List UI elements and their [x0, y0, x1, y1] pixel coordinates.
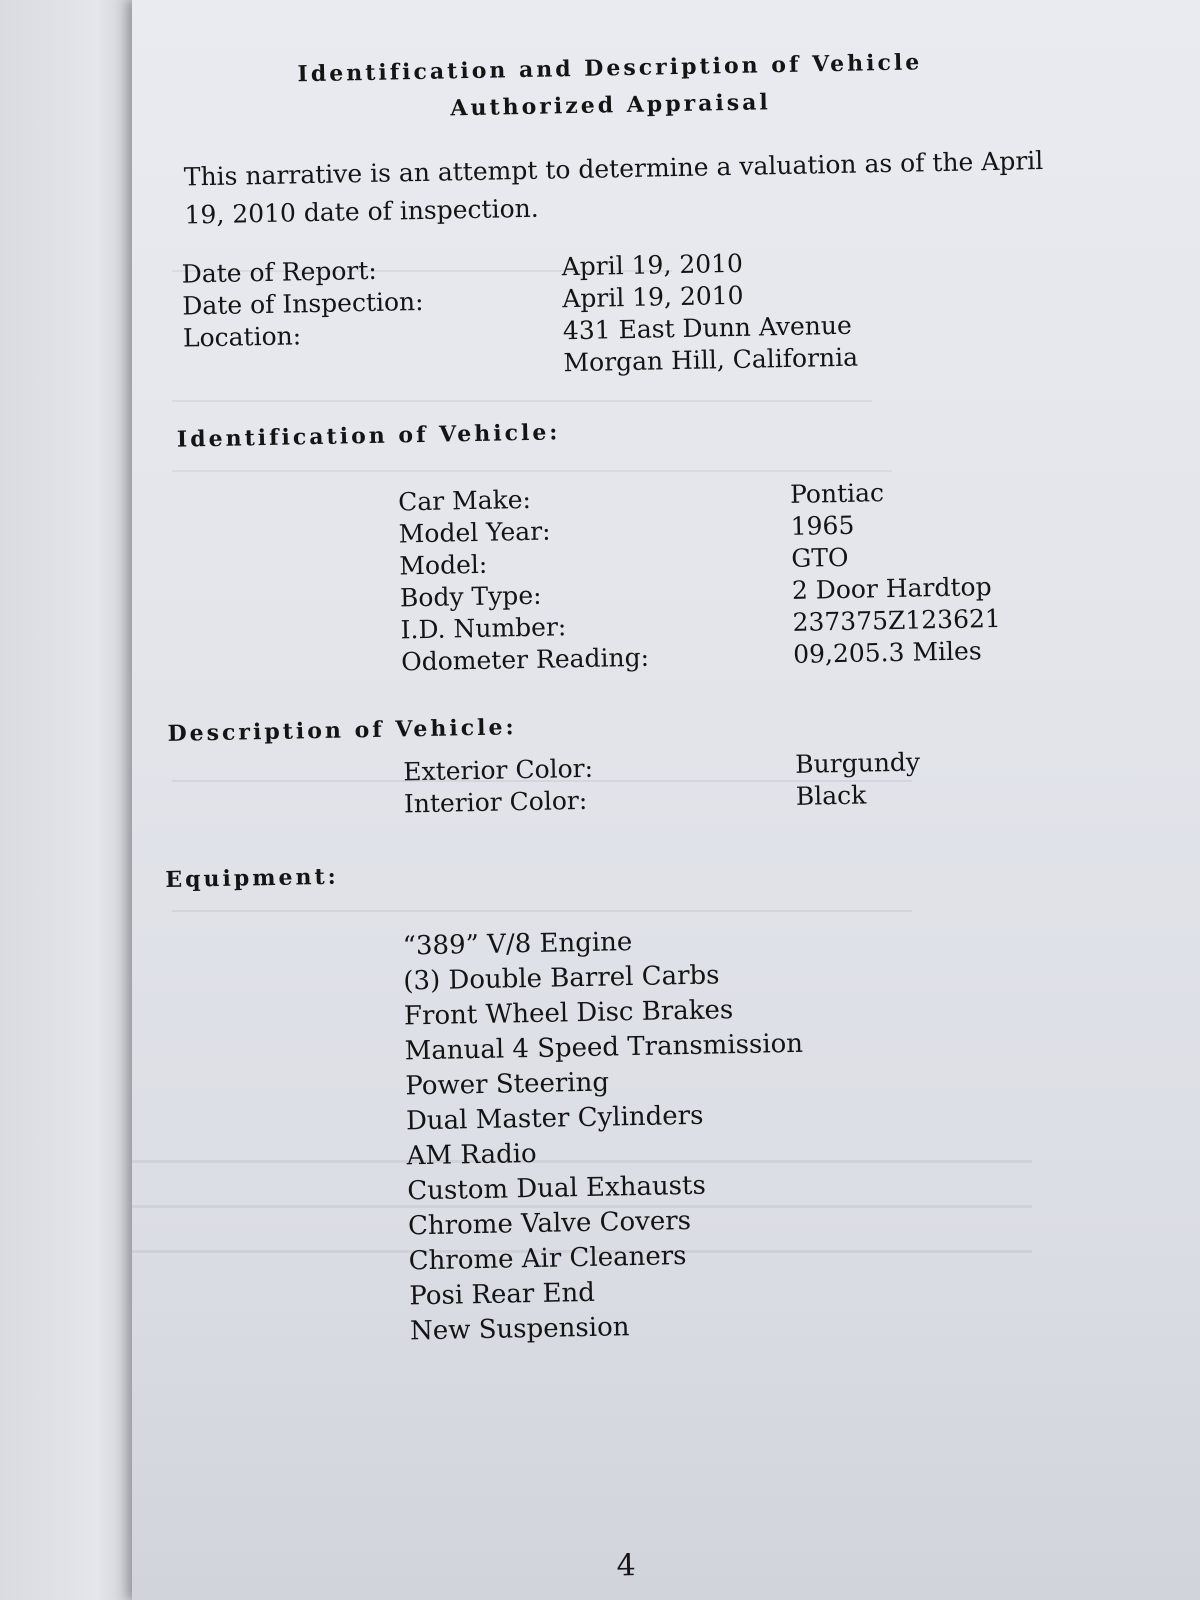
- model-label: Model:: [399, 549, 488, 581]
- equipment-item: Chrome Valve Covers: [407, 1205, 692, 1242]
- equipment-item: New Suspension: [409, 1312, 630, 1347]
- location-street-value: 431 East Dunn Avenue: [562, 310, 853, 346]
- equipment-item: Dual Master Cylinders: [405, 1100, 704, 1137]
- exterior-color-value: Burgundy: [794, 747, 921, 779]
- equipment-item: AM Radio: [406, 1138, 537, 1172]
- interior-color-label: Interior Color:: [403, 785, 588, 819]
- equipment-item: Custom Dual Exhausts: [407, 1170, 707, 1207]
- odometer-label: Odometer Reading:: [400, 642, 650, 677]
- equipment-item: Posi Rear End: [409, 1277, 596, 1312]
- document-subtitle: Authorized Appraisal: [450, 89, 772, 122]
- odometer-value: 09,205.3 Miles: [792, 636, 982, 669]
- previous-page-edge: [0, 0, 140, 1600]
- page-content: [132, 0, 1200, 1600]
- body-type-label: Body Type:: [399, 580, 542, 613]
- equipment-heading: Equipment:: [165, 863, 340, 893]
- model-year-value: 1965: [790, 510, 855, 541]
- identification-heading: Identification of Vehicle:: [176, 419, 561, 453]
- model-year-label: Model Year:: [398, 516, 551, 549]
- equipment-item: Power Steering: [405, 1067, 610, 1102]
- body-type-value: 2 Door Hardtop: [791, 572, 992, 605]
- car-make-label: Car Make:: [397, 484, 532, 517]
- equipment-item: Front Wheel Disc Brakes: [403, 995, 734, 1032]
- page-number: 4: [616, 1548, 637, 1584]
- document-page: [132, 0, 1200, 1600]
- date-of-inspection-label: Date of Inspection:: [182, 286, 424, 321]
- model-value: GTO: [791, 542, 849, 573]
- equipment-item: (3) Double Barrel Carbs: [403, 960, 720, 997]
- description-heading: Description of Vehicle:: [167, 714, 517, 747]
- car-make-value: Pontiac: [789, 478, 885, 509]
- location-city-value: Morgan Hill, California: [563, 342, 859, 378]
- date-of-report-label: Date of Report:: [181, 255, 378, 289]
- narrative-paragraph: This narrative is an attempt to determine a valuation as of the April 19, 2010 date of inspection.: [183, 146, 1044, 230]
- interior-color-value: Black: [795, 780, 867, 811]
- equipment-item: “389” V/8 Engine: [402, 927, 633, 962]
- equipment-item: Manual 4 Speed Transmission: [404, 1028, 804, 1067]
- id-number-label: I.D. Number:: [400, 612, 567, 645]
- document-title: Identification and Description of Vehicle: [297, 49, 923, 88]
- date-of-report-value: April 19, 2010: [561, 248, 744, 282]
- location-label: Location:: [182, 321, 302, 353]
- exterior-color-label: Exterior Color:: [403, 753, 594, 787]
- id-number-value: 237375Z123621: [792, 603, 1002, 637]
- equipment-item: Chrome Air Cleaners: [408, 1241, 687, 1277]
- date-of-inspection-value: April 19, 2010: [562, 280, 744, 314]
